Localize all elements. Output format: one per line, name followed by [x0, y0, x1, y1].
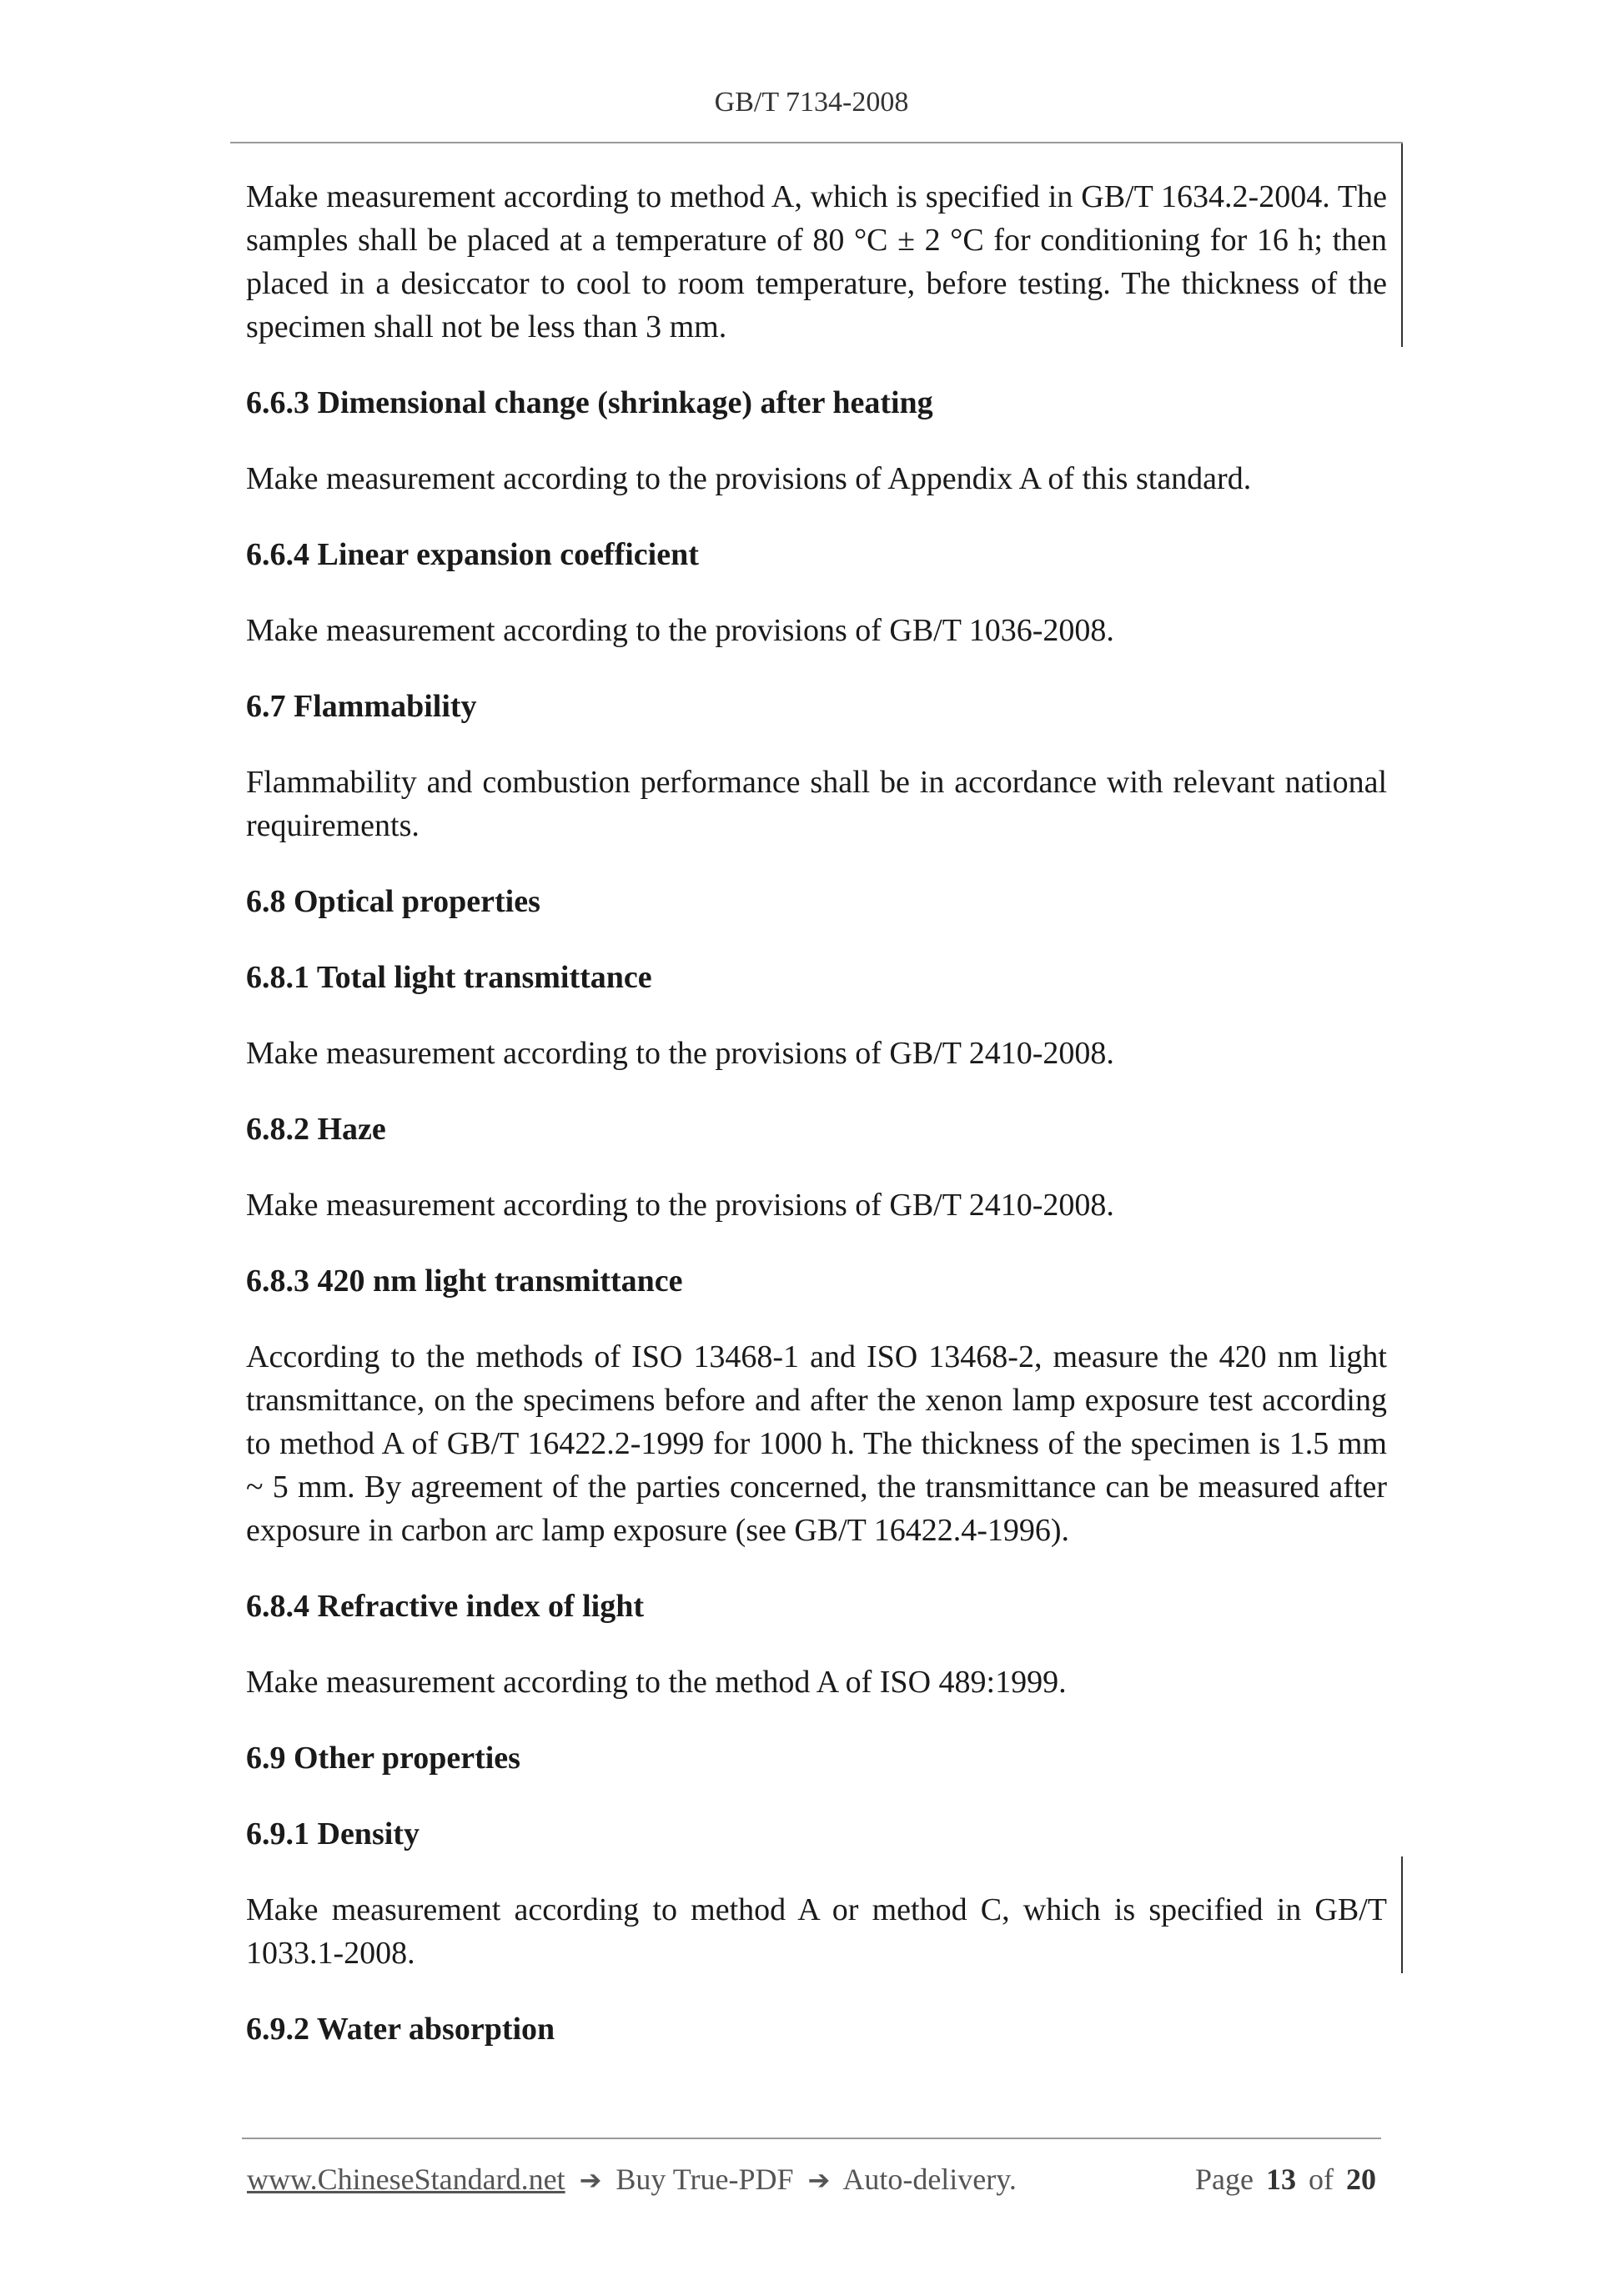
paragraph-transmittance-method: Make measurement according to the provisions of GB/T 2410-2008. [246, 1036, 1114, 1071]
paragraph-density-method: Make measurement according to method A or method C, which is specified in GB/T 1033.1-2008. [246, 1892, 1387, 1971]
paragraph-420nm-method: According to the methods of ISO 13468-1 and ISO 13468-2, measure the 420 nm light transmittance, on the specimens before and after the xenon lamp exposure test according to method A of GB/T 16422.2-1999 for 1000 h. The thickness of the specimen is 1.5 mm ~ 5 mm. By agreement of the parties concerned, the transmittance can be measured after exposure in carbon arc lamp exposure (see GB/T 16422.4-1996). [246, 1339, 1387, 1548]
paragraph-flexural-method: Make measurement according to method A, which is specified in GB/T 1634.2-2004. The samples shall be placed at a temperature of 80 °C ± 2 °C for conditioning for 16 h; then placed in a desiccator to cool to room temperature, before testing. The thickness of the specimen shall not be less than 3 mm. [246, 179, 1387, 344]
page-total: 20 [1346, 2163, 1376, 2196]
section-heading-6-8-2: 6.8.2 Haze [246, 1112, 386, 1147]
site-link[interactable]: www.ChineseStandard.net [247, 2163, 565, 2196]
section-heading-6-8-1: 6.8.1 Total light transmittance [246, 960, 652, 995]
document-code-header: GB/T 7134-2008 [714, 87, 909, 118]
paragraph-flammability: Flammability and combustion performance shall be in accordance with relevant national requirements. [246, 765, 1387, 843]
page-current: 13 [1266, 2163, 1296, 2196]
paragraph-shrinkage-method: Make measurement according to the provisions of Appendix A of this standard. [246, 461, 1252, 496]
revision-bar-top [1401, 143, 1403, 347]
section-heading-6-9: 6.9 Other properties [246, 1741, 520, 1776]
arrow-right-icon: ➔ [807, 2164, 831, 2196]
footer-divider [242, 2138, 1381, 2139]
paragraph-haze-method: Make measurement according to the provisions of GB/T 2410-2008. [246, 1188, 1114, 1223]
footer-promo [247, 2162, 1017, 2197]
section-heading-6-8: 6.8 Optical properties [246, 884, 540, 919]
header-divider [230, 142, 1403, 143]
section-heading-6-7: 6.7 Flammability [246, 689, 477, 724]
of-label: of [1309, 2163, 1334, 2196]
paragraph-refractive-method: Make measurement according to the method A of ISO 489:1999. [246, 1665, 1067, 1700]
delivery-text: Auto-delivery. [842, 2163, 1017, 2196]
section-heading-6-8-3: 6.8.3 420 nm light transmittance [246, 1264, 683, 1299]
buy-text: Buy True-PDF [616, 2163, 794, 2196]
paragraph-expansion-method: Make measurement according to the provisions of GB/T 1036-2008. [246, 613, 1114, 648]
section-heading-6-9-2: 6.9.2 Water absorption [246, 2012, 555, 2047]
section-heading-6-8-4: 6.8.4 Refractive index of light [246, 1589, 645, 1624]
revision-bar-density [1401, 1856, 1403, 1973]
section-heading-6-6-4: 6.6.4 Linear expansion coefficient [246, 537, 699, 572]
document-body [246, 175, 1387, 2083]
page-indicator [1190, 2162, 1376, 2197]
section-heading-6-6-3: 6.6.3 Dimensional change (shrinkage) after heating [246, 385, 933, 420]
section-heading-6-9-1: 6.9.1 Density [246, 1816, 420, 1851]
arrow-right-icon: ➔ [579, 2164, 602, 2196]
page-label: Page [1195, 2163, 1254, 2196]
